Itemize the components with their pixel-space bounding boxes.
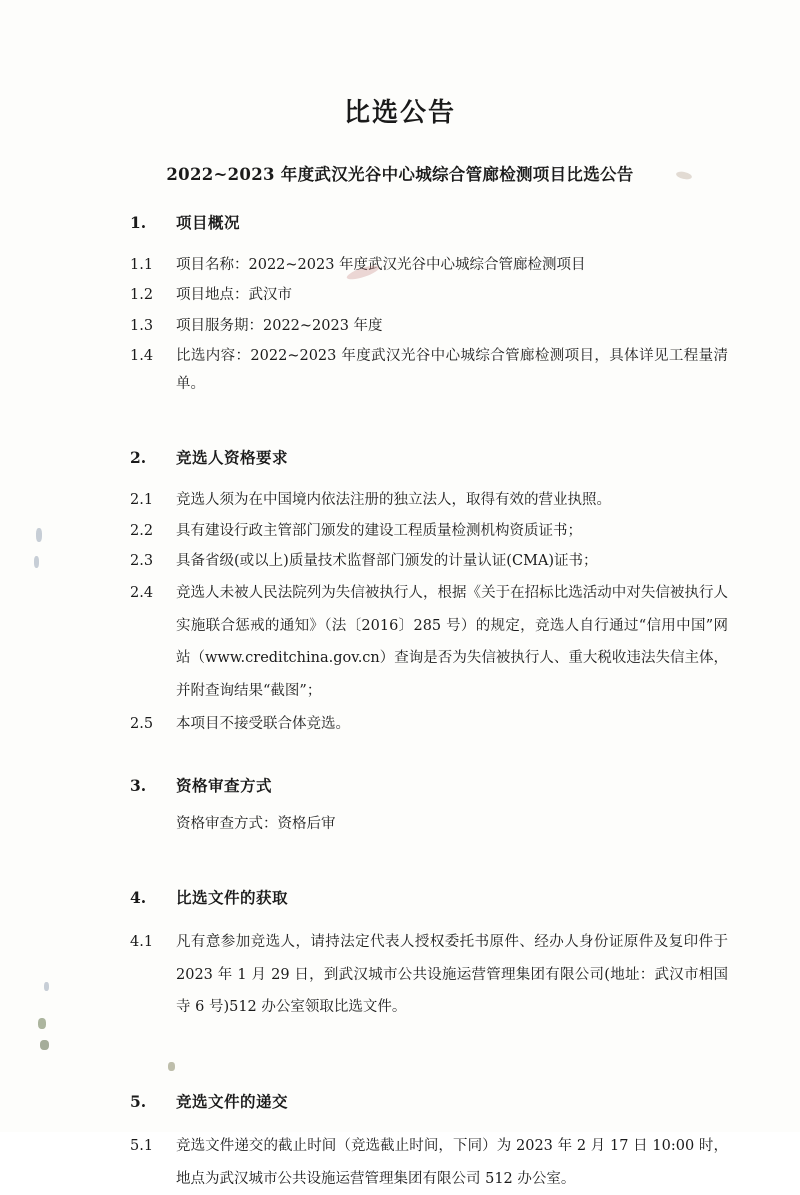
list-item [130,486,728,514]
section-plain-text: 资格审查方式：资格后审 [176,815,336,832]
list-item [130,926,728,1024]
section-number: 4. [130,888,147,908]
section-title: 项目概况 [176,213,241,232]
list-item [130,577,728,708]
item-number: 2.2 [130,522,154,539]
item-number: 2.5 [130,715,154,732]
item-text: 竞选人未被人民法院列为失信被执行人，根据《关于在招标比选活动中对失信被执行人实施联合惩戒的通知》（法〔2016〕285 号）的规定，竞选人自行通过“信用中国”网站（www.creditchina.gov.cn）查询是否为失信被执行人、重大税收违法失信主体，并附查询结果“截图”； [176,585,728,699]
list-item [130,312,728,340]
list-item [130,517,728,545]
item-number: 1.1 [130,257,154,273]
scan-speckle [168,1062,175,1071]
item-number: 1.4 [130,347,154,364]
section-number: 3. [130,775,147,795]
list-item [130,547,728,575]
item-text: 项目名称：2022~2023 年度武汉光谷中心城综合管廊检测项目 [176,257,586,273]
item-text: 项目服务期：2022~2023 年度 [176,317,383,334]
scan-speckle [34,556,39,568]
page-title: 比选公告 [343,98,456,128]
item-number: 1.3 [130,317,154,334]
section-title: 资格审查方式 [176,775,273,795]
item-number: 2.4 [130,585,154,602]
section-number: 1. [130,213,147,232]
item-number: 2.1 [130,492,154,509]
section-title: 比选文件的获取 [176,888,289,908]
list-item [130,342,728,399]
item-number: 4.1 [130,934,154,951]
section-number: 2. [130,448,147,468]
section-heading-2 [130,446,728,468]
item-number: 5.1 [130,1138,154,1155]
list-item [130,281,728,309]
item-text: 竞选文件递交的截止时间（竞选截止时间，下同）为 2023 年 2 月 17 日 10:00 时，地点为武汉城市公共设施运营管理集团有限公司 512 办公室。 [176,1138,728,1187]
section-heading-1 [130,211,728,233]
item-number: 2.3 [130,552,154,569]
list-item [130,251,728,279]
list-item [130,710,728,738]
scan-speckle [40,1040,49,1050]
item-text: 具备省级(或以上)质量技术监督部门颁发的计量认证(CMA)证书； [176,552,598,569]
section-heading-4 [130,886,728,908]
scan-speckle [38,1018,46,1029]
section-number: 5. [130,1092,147,1112]
scan-speckle [36,528,42,542]
item-text: 具有建设行政主管部门颁发的建设工程质量检测机构资质证书； [176,522,582,539]
section-title: 竞选文件的递交 [176,1092,289,1112]
item-text: 项目地点：武汉市 [176,287,292,304]
list-item [130,1130,728,1195]
page-subtitle: 2022~2023 年度武汉光谷中心城综合管廊检测项目比选公告 [166,165,634,184]
section-heading-5 [130,1090,728,1112]
scan-speckle [44,982,49,991]
item-text: 比选内容：2022~2023 年度武汉光谷中心城综合管廊检测项目，具体详见工程量清单。 [176,347,728,393]
section-heading-3 [130,774,728,796]
section-title: 竞选人资格要求 [176,448,289,468]
item-text: 竞选人须为在中国境内依法注册的独立法人，取得有效的营业执照。 [176,492,611,509]
item-text: 凡有意参加竞选人，请持法定代表人授权委托书原件、经办人身份证原件及复印件于 2023 年 1 月 29 日，到武汉城市公共设施运营管理集团有限公司(地址：武汉市相国寺 6 号)512 办公室领取比选文件。 [176,934,728,1016]
item-text: 本项目不接受联合体竞选。 [176,715,350,732]
item-number: 1.2 [130,287,154,304]
document-body [0,211,800,1195]
